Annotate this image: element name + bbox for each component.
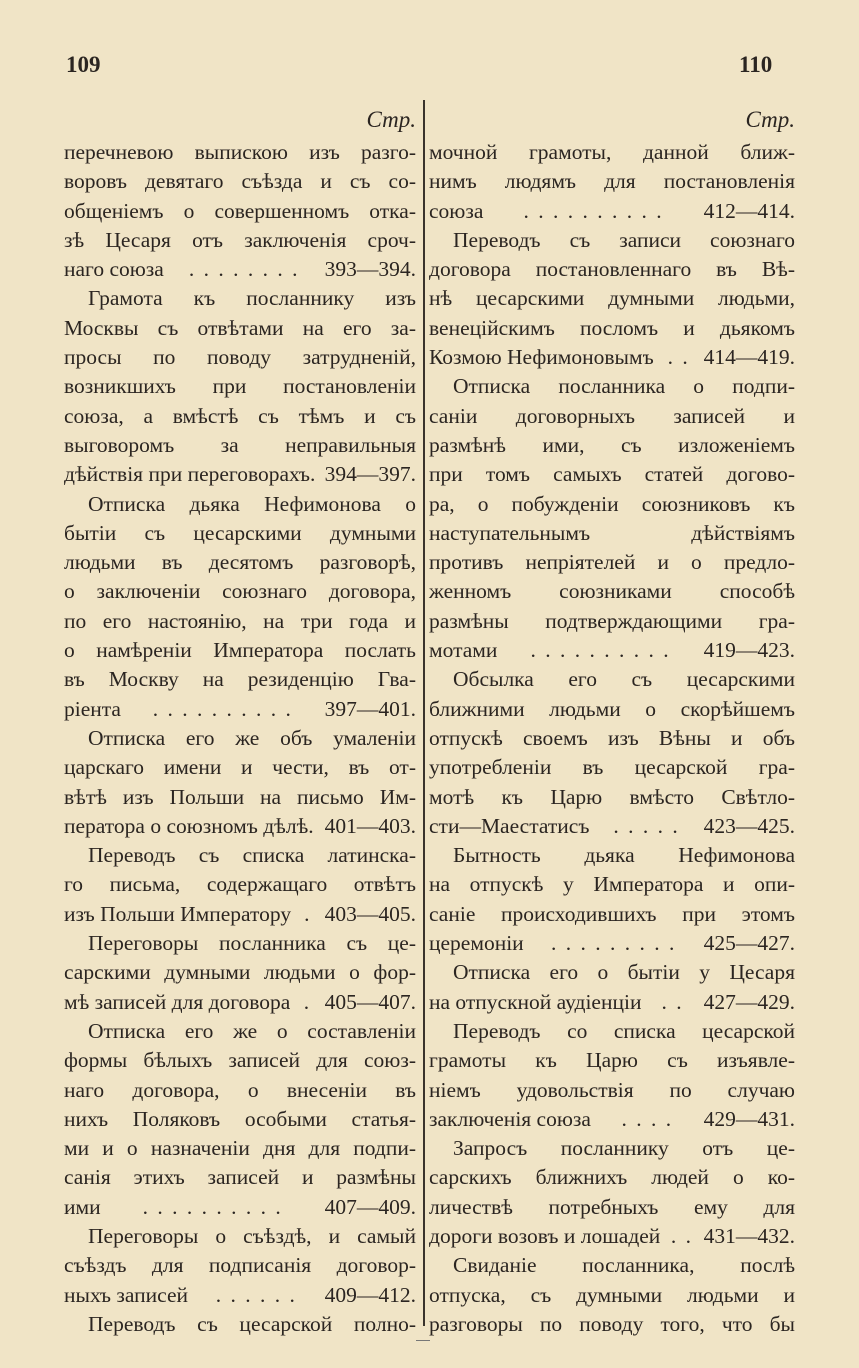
- toc-line: [429, 636, 795, 665]
- toc-line: просы по поводу затрудненій,: [64, 345, 416, 370]
- dot-leader: . . . . . .: [215, 1282, 297, 1307]
- dot-leader: . . . . . . . . . .: [530, 638, 671, 663]
- toc-line: общеніемъ о совершенномъ отка-: [64, 198, 416, 223]
- page-range: 409—412.: [324, 1282, 416, 1307]
- toc-entry-start-line: Переводъ съ записи союзнаго: [453, 227, 795, 252]
- toc-entry-start-line: Свиданіе посланника, послѣ: [453, 1253, 795, 1278]
- right-column: [429, 102, 795, 1339]
- toc-line: сарскихъ ближнихъ людей о ко-: [429, 1165, 795, 1190]
- dot-leader: .: [303, 989, 312, 1014]
- page-number-right: 110: [739, 52, 773, 77]
- toc-line: мочной грамоты, данной ближ-: [429, 140, 795, 164]
- right-column-lines: [429, 138, 795, 1339]
- toc-line: сарскими думными людьми о фор-: [64, 960, 416, 985]
- toc-entry-start-line: Переговоры о съѣздѣ, и самый: [88, 1223, 416, 1248]
- page-range: 427—429.: [703, 989, 795, 1014]
- toc-line: бытіи съ цесарскими думными: [64, 520, 416, 545]
- toc-entry-start-line: Переводъ со списка цесарской: [453, 1018, 795, 1043]
- toc-line: [429, 988, 795, 1017]
- toc-entry-start-line: Запросъ посланнику отъ це-: [453, 1136, 795, 1161]
- page-range: 393—394.: [324, 257, 416, 282]
- dot-leader: . . . . . . . .: [188, 257, 300, 282]
- toc-line: въ Москву на резиденцію Гва-: [64, 667, 416, 692]
- toc-line: выговоромъ за неправильныя: [64, 432, 416, 457]
- toc-line: размѣнѣ ими, съ изложеніемъ: [429, 432, 795, 457]
- toc-line: [64, 1281, 416, 1310]
- dot-leader: . .: [670, 1223, 694, 1248]
- toc-line: Москвы съ отвѣтами на его за-: [64, 315, 416, 340]
- left-column: [64, 102, 416, 1339]
- toc-line: на отпускѣ у Императора и опи-: [429, 872, 795, 897]
- toc-line: разговоры по поводу того, что бы: [429, 1311, 795, 1336]
- entry-text: наго союза: [64, 257, 164, 282]
- toc-line: союза, а вмѣстѣ съ тѣмъ и съ: [64, 403, 416, 428]
- page-range: 397—401.: [324, 696, 416, 721]
- dot-leader: . .: [667, 345, 690, 370]
- toc-entry-start-line: Обсылка его съ цесарскими: [453, 667, 795, 692]
- dot-leader: .: [304, 901, 312, 926]
- toc-line: людьми въ десятомъ разговорѣ,: [64, 550, 416, 575]
- page-range: 414—419.: [703, 345, 795, 370]
- toc-line: воровъ девятаго съѣзда и съ со-: [64, 169, 416, 194]
- toc-line: наступательнымъ дѣйствіямъ: [429, 520, 795, 545]
- toc-line: возникшихъ при постановленіи: [64, 374, 416, 399]
- page-number-left: 109: [66, 52, 101, 77]
- toc-line: царскаго имени и чести, въ от-: [64, 755, 416, 780]
- toc-entry-start-line: Переводъ съ списка латинска-: [88, 843, 416, 868]
- left-column-lines: [64, 138, 416, 1339]
- toc-line: зѣ Цесаря отъ заключенія сроч-: [64, 227, 416, 252]
- toc-line: го письма, содержащаго отвѣтъ: [64, 872, 416, 897]
- toc-line: венецiйскимъ посломъ и дьякомъ: [429, 315, 795, 340]
- entry-text: дороги возовъ и лошадей: [429, 1223, 661, 1248]
- toc-entry-start-line: Отписка посланника о подпи-: [453, 374, 795, 399]
- toc-entry-start-line: Отписка его же о составленіи: [88, 1018, 416, 1043]
- toc-entry-start-line: Переговоры посланника съ це-: [88, 931, 416, 956]
- entry-text: на отпускной аудіенціи: [429, 989, 642, 1014]
- entry-text: заключенія союза: [429, 1106, 591, 1131]
- entry-text: дѣйствія при переговорахъ.: [64, 462, 316, 487]
- page-range: 407—409.: [324, 1194, 416, 1219]
- column-header-left: Стр.: [366, 107, 416, 132]
- page-range: 403—405.: [324, 901, 416, 926]
- toc-line: противъ непріятелей и о предло-: [429, 550, 795, 575]
- page-range: 431—432.: [703, 1223, 795, 1248]
- page-range: 401—403.: [324, 813, 416, 838]
- dot-leader: . . . . . . . . . .: [152, 696, 293, 721]
- toc-line: [64, 1193, 416, 1222]
- entry-text: ператора о союзномъ дѣлѣ.: [64, 813, 314, 838]
- page-range: 423—425.: [703, 813, 795, 838]
- toc-line: ніемъ удовольствія по случаю: [429, 1077, 795, 1102]
- page-range: 419—423.: [703, 638, 795, 663]
- toc-line: [429, 1105, 795, 1134]
- toc-line: отпуска, съ думными людьми и: [429, 1282, 795, 1307]
- toc-line: формы бѣлыхъ записей для союз-: [64, 1048, 416, 1073]
- toc-line: личествѣ потребныхъ ему для: [429, 1194, 795, 1219]
- entry-text: Козмою Нефимоновымъ: [429, 345, 654, 370]
- toc-line: съѣздъ для подписанія договор-: [64, 1253, 416, 1278]
- toc-line: нѣ цесарскими думными людьми,: [429, 286, 795, 311]
- entry-text: ныхъ записей: [64, 1282, 188, 1307]
- toc-line: [64, 812, 416, 841]
- toc-line: ми и о назначеніи дня для подпи-: [64, 1136, 416, 1161]
- toc-line: нихъ Поляковъ особыми статья-: [64, 1106, 416, 1131]
- dot-leader: . .: [661, 989, 684, 1014]
- toc-line: грамоты къ Царю съ изъявле-: [429, 1048, 795, 1073]
- page-range: 394—397.: [324, 462, 416, 487]
- toc-line: ра, о побужденіи союзниковъ къ: [429, 491, 795, 516]
- page-range: 412—414.: [703, 198, 795, 223]
- toc-line: [429, 343, 795, 372]
- column-header-right: Стр.: [745, 107, 795, 132]
- column-divider: [423, 100, 425, 1326]
- page-range: 425—427.: [703, 931, 795, 956]
- toc-line: [429, 929, 795, 958]
- printer-mark: [416, 1340, 430, 1341]
- entry-text: союза: [429, 198, 484, 223]
- toc-line: [64, 695, 416, 724]
- dot-leader: . . . . .: [613, 813, 680, 838]
- entry-text: сти—Маестатисъ: [429, 813, 590, 838]
- toc-line: саніи договорныхъ записей и: [429, 403, 795, 428]
- toc-line: санія этихъ записей и размѣны: [64, 1165, 416, 1190]
- toc-entry-start-line: Грамота къ посланнику изъ: [88, 286, 416, 311]
- entry-text: ріента: [64, 696, 121, 721]
- entry-text: ими: [64, 1194, 101, 1219]
- toc-line: о заключеніи союзнаго договора,: [64, 579, 416, 604]
- toc-line: [64, 255, 416, 284]
- toc-line: отпускѣ своемъ изъ Вѣны и объ: [429, 725, 795, 750]
- page-range: 405—407.: [324, 989, 416, 1014]
- entry-text: мотами: [429, 638, 498, 663]
- toc-line: наго договора, о внесеніи въ: [64, 1077, 416, 1102]
- dot-leader: . . . . . . . . .: [550, 931, 677, 956]
- toc-line: перечневою выпискою изъ разго-: [64, 140, 416, 164]
- toc-line: о намѣреніи Императора послать: [64, 638, 416, 663]
- toc-line: ближними людьми о скорѣйшемъ: [429, 696, 795, 721]
- toc-line: нимъ людямъ для постановленія: [429, 169, 795, 194]
- entry-text: изъ Польши Императору: [64, 901, 292, 926]
- toc-line: вѣтѣ изъ Польши на письмо Им-: [64, 784, 416, 809]
- toc-line: [429, 812, 795, 841]
- page-range: 429—431.: [703, 1106, 795, 1131]
- toc-line: размѣны подтверждающими гра-: [429, 608, 795, 633]
- dot-leader: . . . . . . . . . .: [523, 198, 664, 223]
- toc-line: употребленіи въ цесарской гра-: [429, 755, 795, 780]
- toc-entry-start-line: Переводъ съ цесарской полно-: [88, 1311, 416, 1336]
- toc-line: саніе происходившихъ при этомъ: [429, 901, 795, 926]
- toc-line: женномъ союзниками способѣ: [429, 579, 795, 604]
- toc-line: мотѣ къ Царю вмѣсто Свѣтло-: [429, 784, 795, 809]
- toc-line: [64, 460, 416, 489]
- toc-line: [64, 900, 416, 929]
- dot-leader: . . . . . . . . . .: [142, 1194, 283, 1219]
- toc-entry-start-line: Отписка дьяка Нефимонова о: [88, 491, 416, 516]
- toc-line: [429, 1222, 795, 1251]
- entry-text: мѣ записей для договора: [64, 989, 291, 1014]
- toc-entry-start-line: Отписка его же объ умаленіи: [88, 725, 416, 750]
- toc-line: по его настоянію, на три года и: [64, 608, 416, 633]
- toc-entry-start-line: Отписка его о бытіи у Цесаря: [453, 960, 795, 985]
- dot-leader: . . . .: [621, 1106, 674, 1131]
- entry-text: церемоніи: [429, 931, 524, 956]
- toc-entry-start-line: Бытность дьяка Нефимонова: [453, 843, 795, 868]
- toc-line: [64, 988, 416, 1017]
- toc-line: договора постановленнаго въ Вѣ-: [429, 257, 795, 282]
- toc-line: [429, 197, 795, 226]
- toc-line: при томъ самыхъ статей догово-: [429, 462, 795, 487]
